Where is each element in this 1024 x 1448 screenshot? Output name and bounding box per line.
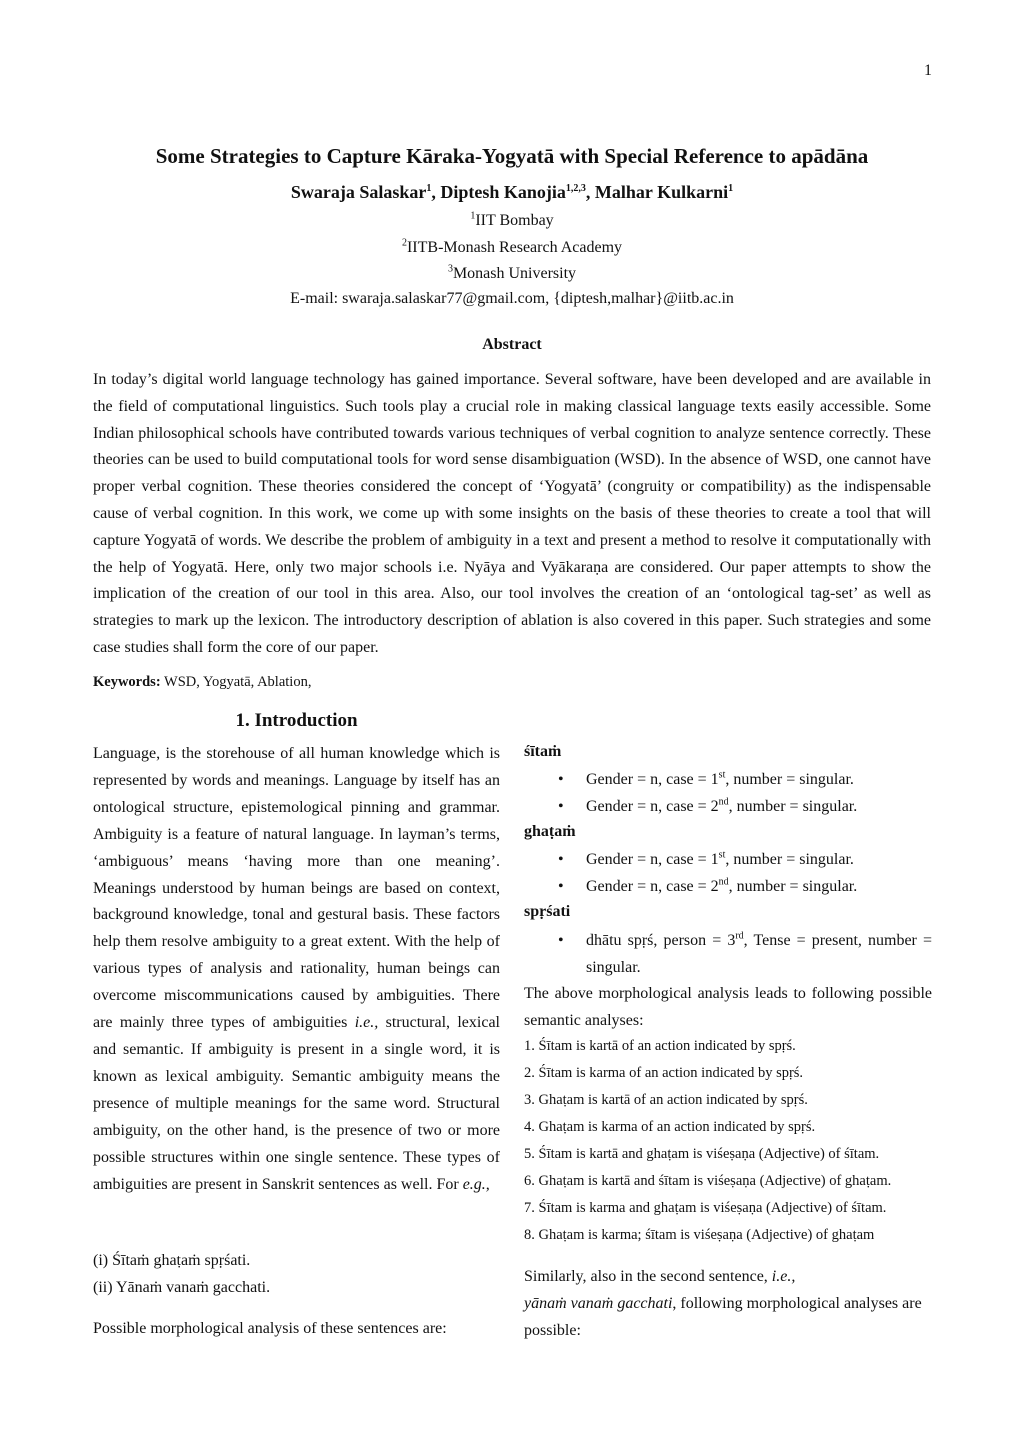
closing-text: Similarly, also in the second sentence,: [524, 1268, 772, 1285]
bullet-item: [558, 847, 932, 874]
bullet-icon: •: [558, 798, 564, 815]
semantic-list-item: 5. Śītam is kartā and ghaṭam is viśeṣaṇa (Adjective) of śītam.: [524, 1146, 880, 1162]
author-separator: ,: [431, 182, 441, 202]
bullet-icon: •: [558, 851, 564, 868]
author-email: E-mail: swaraja.salaskar77@gmail.com, {diptesh,malhar}@iitb.ac.in: [290, 290, 734, 307]
semantic-list-item: 7. Śītam is karma and ghaṭam is viśeṣaṇa (Adjective) of śītam.: [524, 1200, 887, 1216]
bullet-icon: •: [558, 932, 564, 949]
author-affil-sup: 1: [426, 183, 432, 194]
bullet-item: [558, 767, 932, 794]
intro-paragraph: [93, 741, 500, 1198]
bullet-text: Gender = n, case = 1st, number = singular.: [586, 769, 854, 788]
morph-intro: Possible morphological analysis of these sentences are:: [93, 1320, 447, 1337]
semantic-list-item: 1. Śītam is kartā of an action indicated by spṛś.: [524, 1038, 796, 1054]
semantic-intro: The above morphological analysis leads to following possible semantic analyses:: [524, 985, 932, 1029]
semantic-list-item: 8. Ghaṭam is karma; śītam is viśeṣaṇa (Adjective) of ghaṭam: [524, 1227, 875, 1243]
semantic-list-item: 3. Ghaṭam is kartā of an action indicated by spṛś.: [524, 1092, 808, 1108]
author-name: Diptesh Kanojia: [440, 182, 566, 202]
affiliation-text: Monash University: [452, 265, 577, 282]
intro-emphasis: i.e.,: [354, 1014, 379, 1032]
abstract-heading: Abstract: [482, 336, 542, 353]
paper-title: Some Strategies to Capture Kāraka-Yogyatā with Special Reference to apādāna: [155, 144, 869, 168]
affiliation-text: IIT Bombay: [475, 212, 554, 229]
closing-text: , following morphological analyses are possible:: [524, 1294, 922, 1339]
bullet-text: Gender = n, case = 2nd, number = singular.: [586, 796, 858, 815]
author-affil-sup: 1: [728, 183, 734, 194]
bullet-icon: •: [558, 878, 564, 895]
bullet-icon: •: [558, 771, 564, 788]
intro-text-part: structural, lexical and semantic. If ambiguity is present in a single word, it is known as lexical ambiguity. Semantic ambiguity means the presence of multiple meanings for the same word. Structural ambiguity, on the other hand, is the presence of two or more possible structures within one single sentence. These types of ambiguities are present in Sanskrit sentences as well. For: [93, 1014, 500, 1193]
closing-emphasis: i.e.,: [771, 1268, 796, 1285]
bullet-item: [558, 874, 932, 901]
affiliation: [0, 239, 1024, 257]
bullet-item: [558, 928, 932, 982]
affiliation-sup: 2: [401, 237, 407, 249]
keywords-text: WSD, Yogyatā, Ablation,: [160, 674, 312, 690]
word-heading: spṛśati: [524, 903, 571, 920]
author-name: Malhar Kulkarni: [594, 182, 729, 202]
abstract-text: In today’s digital world language technology has gained importance. Several software, have been developed and are available in the field of computational linguistics. Such tools play a crucial role in making classical language texts easily accessible. Some Indian philosophical schools have contributed towards various techniques of verbal cognition to analyze sentence correctly. These theories can be used to build computational tools for word sense disambiguation (WSD). In the absence of WSD, one cannot have proper verbal cognition. These theories considered the concept of ‘Yogyatā’ (congruity or compatibility) as the indispensable cause of verbal cognition. In this work, we come up with some insights on the basis of these theories to create a tool that will capture Yogyatā of words. We describe the problem of ambiguity in a text and present a method to resolve it computationally with the help of Yogyatā. Here, only two major schools i.e. Nyāya and Vyākaraṇa are considered. Our paper attempts to show the implication of the creation of our tool in this area. Also, our tool involves the creation of an ‘ontological tag-set’ as well as strategies to mark up the lexicon. The introductory description of ablation is also covered in this paper. Such strategies and some case studies shall form the core of our paper.: [93, 371, 931, 656]
semantic-list-item: 2. Śītam is karma of an action indicated by spṛś.: [524, 1065, 804, 1081]
closing-example: yānaṁ vanaṁ gacchati: [524, 1294, 673, 1312]
word-heading: ghaṭaṁ: [524, 823, 576, 840]
semantic-list-item: 4. Ghaṭam is karma of an action indicated by spṛś.: [524, 1119, 816, 1135]
example-sentence: (ii) Yānaṁ vanaṁ gacchati.: [93, 1279, 271, 1296]
author-affil-sup: 1,2,3: [565, 183, 586, 194]
author-list: [0, 182, 1024, 203]
example-sentence: (i) Śītaṁ ghaṭaṁ spṛśati.: [93, 1252, 251, 1269]
keywords-label: Keywords:: [93, 674, 161, 690]
bullet-item: [558, 794, 932, 821]
affiliation-text: IITB-Monash Research Academy: [406, 239, 623, 256]
section-heading: 1. Introduction: [235, 710, 358, 731]
page-number: 1: [924, 62, 932, 79]
bullet-text: dhātu spṛś, person = 3rd, Tense = present, number = singular.: [586, 930, 932, 976]
intro-emphasis: e.g.,: [462, 1175, 490, 1193]
closing-paragraph: [524, 1264, 932, 1345]
affiliation-sup: 1: [470, 210, 476, 222]
intro-text-part: Language, is the storehouse of all human knowledge which is represented by words and meanings. Language by itself has an ontological structure, epistemological pinning and grammar. Ambiguity is a feature of natural language. In layman’s terms, ‘ambiguous’ means ‘having more than one meaning’. Meanings understood by human beings are based on context, background knowledge, tonal and gestural basis. These factors help them resolve ambiguity to a great extent. With the help of various types of analysis and rationality, human beings can overcome miscommunications caused by ambiguities. There are mainly three types of ambiguities: [93, 745, 500, 1032]
author-separator: ,: [585, 182, 595, 202]
word-heading: śītaṁ: [524, 743, 562, 760]
keywords: [93, 674, 311, 691]
bullet-text: Gender = n, case = 2nd, number = singular.: [586, 876, 858, 895]
affiliation-sup: 3: [447, 263, 453, 275]
author-name: Swaraja Salaskar: [290, 182, 427, 202]
affiliation: [0, 212, 1024, 230]
semantic-list-item: 6. Ghaṭam is kartā and śītam is viśeṣaṇa (Adjective) of ghaṭam.: [524, 1173, 892, 1189]
bullet-text: Gender = n, case = 1st, number = singular.: [586, 849, 854, 868]
affiliation: [0, 265, 1024, 283]
